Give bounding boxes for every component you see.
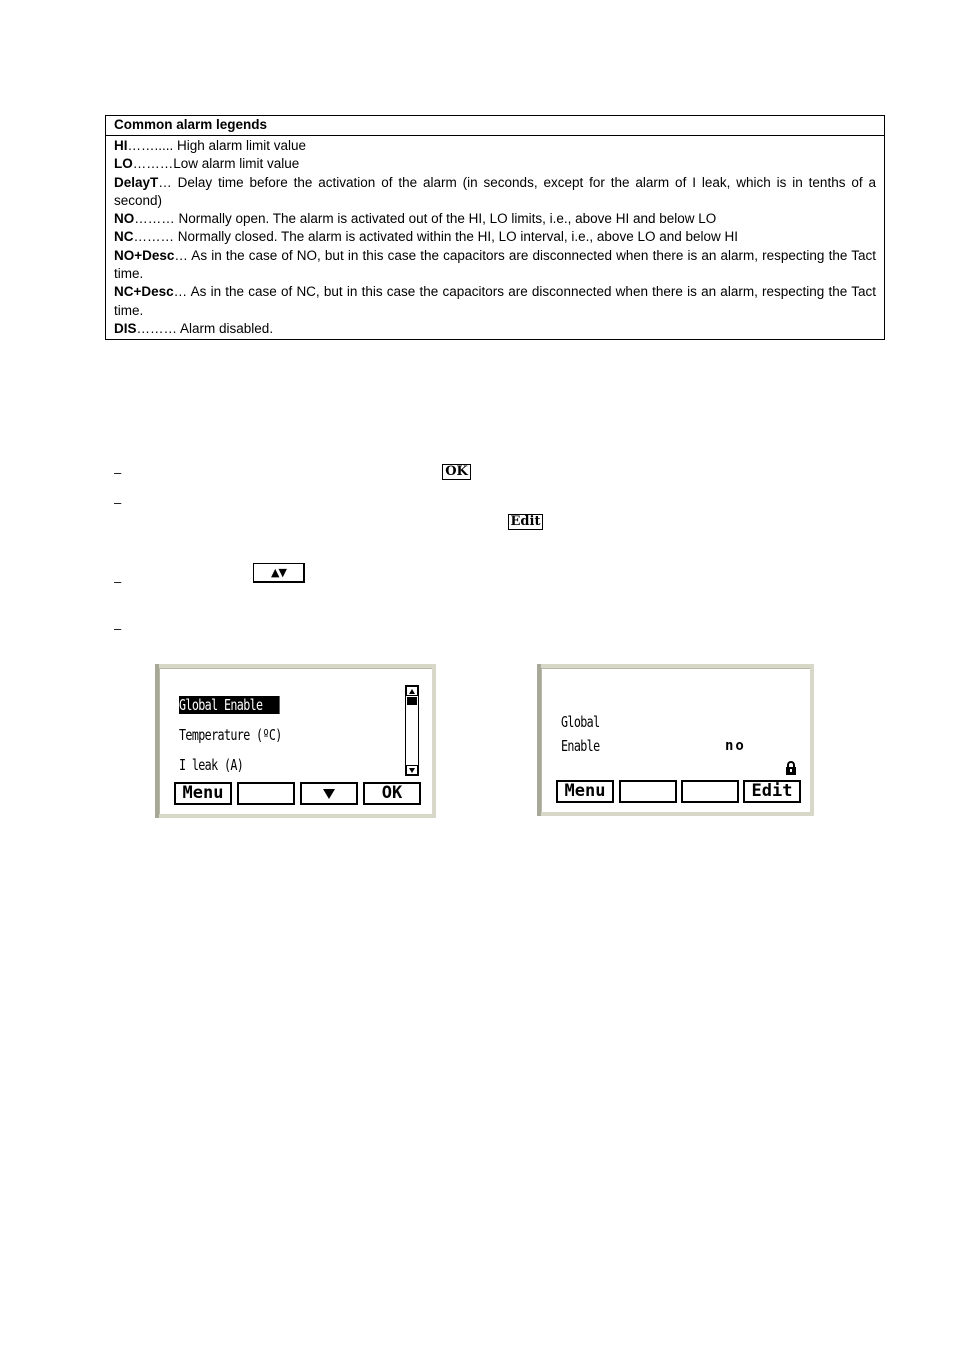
legend-term: NC [114,229,134,245]
menu-scrollbar[interactable] [405,685,419,776]
legend-term: DelayT [114,174,159,190]
menu-item-temperature[interactable]: Temperature (ºC) [179,726,282,744]
bullet-dash: – [114,621,122,636]
parameter-label-line2: Enable [561,737,600,755]
ok-key-glyph [443,462,470,481]
triangle-up-icon [409,689,415,694]
legend-text: … As in the case of NC, but in this case the capacitors are disconnected when there is an alarm, respecting the Tact time. [114,284,876,318]
legend-term: LO [114,156,133,172]
lock-icon [784,761,798,775]
scroll-up-button[interactable] [406,686,418,696]
legend-term: NC+Desc [114,284,174,300]
legend-row-dis [114,320,876,338]
legend-row-nc [114,228,876,246]
edit-key-glyph [507,512,544,531]
bullet-dash: – [114,465,122,480]
menu-item-global-enable[interactable] [179,696,280,714]
legend-body [106,136,884,339]
softkey-blank[interactable] [681,780,739,803]
bullet-dash: – [114,574,122,589]
legend-row-no-desc [114,247,876,284]
legend-term: DIS [114,320,137,336]
legend-text: ……… Alarm disabled. [136,320,274,336]
legend-title: Common alarm legends [106,116,884,136]
parameter-value: no [725,738,746,754]
softkey-edit[interactable]: Edit [743,780,801,803]
softkey-menu[interactable]: Menu [174,782,232,805]
legend-text: ……..... High alarm limit value [127,138,307,153]
lcd-display [541,668,810,812]
softkey-blank[interactable] [237,782,295,805]
arrow-down-icon [323,789,335,799]
bullet-dash: – [114,495,122,510]
scroll-thumb[interactable] [407,697,417,705]
legend-term: NO+Desc [114,247,175,263]
softkey-down[interactable] [300,782,358,805]
legend-row-hi [114,137,876,155]
legend-row-nc-desc [114,283,876,320]
lcd-screen-menu [155,664,436,818]
up-down-key-glyph [253,563,305,583]
legend-text: ……… Normally closed. The alarm is activated within the HI, LO interval, i.e., above LO and below HI [133,229,739,245]
legend-text: … As in the case of NO, but in this case the capacitors are disconnected when there is an alarm, respecting the Tact time. [114,247,876,282]
legend-text: ……… Normally open. The alarm is activated out of the HI, LO limits, i.e., above HI and below LO [134,211,717,227]
legend-row-no [114,210,876,228]
scroll-down-button[interactable] [406,765,418,775]
legend-term: HI [114,138,128,153]
legend-term: NO [114,211,135,227]
menu-item-i-leak[interactable]: I leak (A) [179,756,244,774]
softkey-menu[interactable]: Menu [556,780,614,803]
alarm-legend-table [105,115,885,340]
legend-text: ………Low alarm limit value [132,156,300,172]
softkey-ok[interactable]: OK [363,782,421,805]
legend-text: … Delay time before the activation of the alarm (in seconds, except for the alarm of I leak, which is in tenths of a second) [114,174,876,208]
menu-item-label: Global Enable [179,696,280,714]
lcd-display [159,668,432,814]
edit-key-label: Edit [508,514,544,530]
softkey-blank[interactable] [619,780,677,803]
ok-key-label: OK [442,464,471,480]
up-down-arrows-icon: ▲▼ [271,566,286,579]
parameter-label-line1: Global [561,713,600,731]
triangle-down-icon [409,768,415,773]
lcd-screen-global-enable [537,664,814,816]
legend-row-lo [114,155,876,173]
legend-row-delayt [114,174,876,211]
